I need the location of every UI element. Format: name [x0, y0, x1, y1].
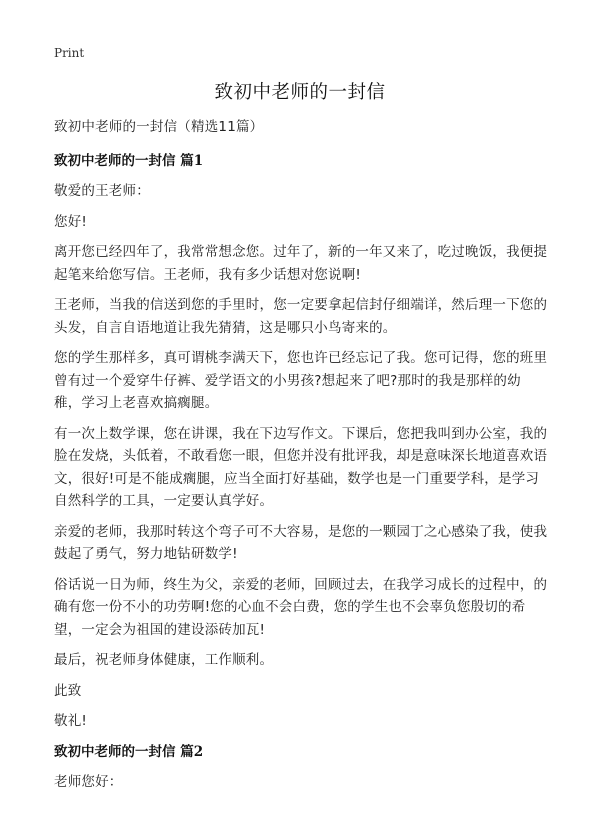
- section-heading-1: [54, 150, 548, 173]
- section-heading-text: 致初中老师的一封信 篇: [54, 743, 194, 760]
- body-paragraph: 离开您已经四年了，我常常想念您。过年了，新的一年又来了，吃过晚饭，我便提起笔来给您写信。王老师，我有多少话想对您说啊!: [54, 244, 548, 283]
- page-title: 致初中老师的一封信: [214, 82, 386, 103]
- closing-line: 此致: [54, 682, 82, 699]
- body-paragraph: 您的学生那样多，真可谓桃李满天下，您也许已经忘记了我。您可记得，您的班里曾有过一个爱穿牛仔裤、爱学语文的小男孩?想起来了吧?那时的我是那样的幼稚，学习上老喜欢搞瘸腿。: [54, 350, 548, 411]
- body-paragraph: 有一次上数学课，您在讲课，我在下边写作文。下课后，您把我叫到办公室，我的脸在发烧，头低着，不敢看您一眼，但您并没有批评我，却是意味深长地道喜欢语文，很好!可是不能成瘸腿，应当全面打好基础，数学也是一门重要学科，是学习自然科学的工具，一定要认真学好。: [54, 425, 548, 509]
- section-heading-text: 致初中老师的一封信 篇: [54, 152, 194, 169]
- greeting: 您好!: [54, 213, 88, 230]
- section-heading-2: [54, 741, 548, 764]
- section-heading-number: 2: [193, 743, 204, 760]
- salutation: 敬爱的王老师：: [54, 183, 150, 199]
- print-link[interactable]: Print: [54, 46, 85, 60]
- document-subtitle: 致初中老师的一封信（精选11篇）: [54, 119, 264, 135]
- closing-wish: 最后，祝老师身体健康，工作顺利。: [54, 652, 274, 668]
- section-heading-number: 1: [193, 152, 204, 169]
- document-body: [54, 116, 548, 802]
- body-paragraph: 俗话说一日为师，终生为父，亲爱的老师，回顾过去，在我学习成长的过程中，的确有您一份不小的功劳啊!您的心血不会白费，您的学生也不会辜负您殷切的希望，一定会为祖国的建设添砖加瓦!: [54, 576, 548, 638]
- salutation: 老师您好：: [54, 774, 123, 790]
- body-paragraph: 亲爱的老师，我那时转这个弯子可不大容易，是您的一颗园丁之心感染了我，使我鼓起了勇气，努力地钻研数学!: [54, 523, 548, 562]
- closing-salute: 敬礼!: [54, 713, 88, 729]
- body-paragraph: 王老师，当我的信送到您的手里时，您一定要拿起信封仔细端详，然后理一下您的头发，自言自语地道让我先猜猜，这是哪只小鸟寄来的。: [54, 297, 548, 336]
